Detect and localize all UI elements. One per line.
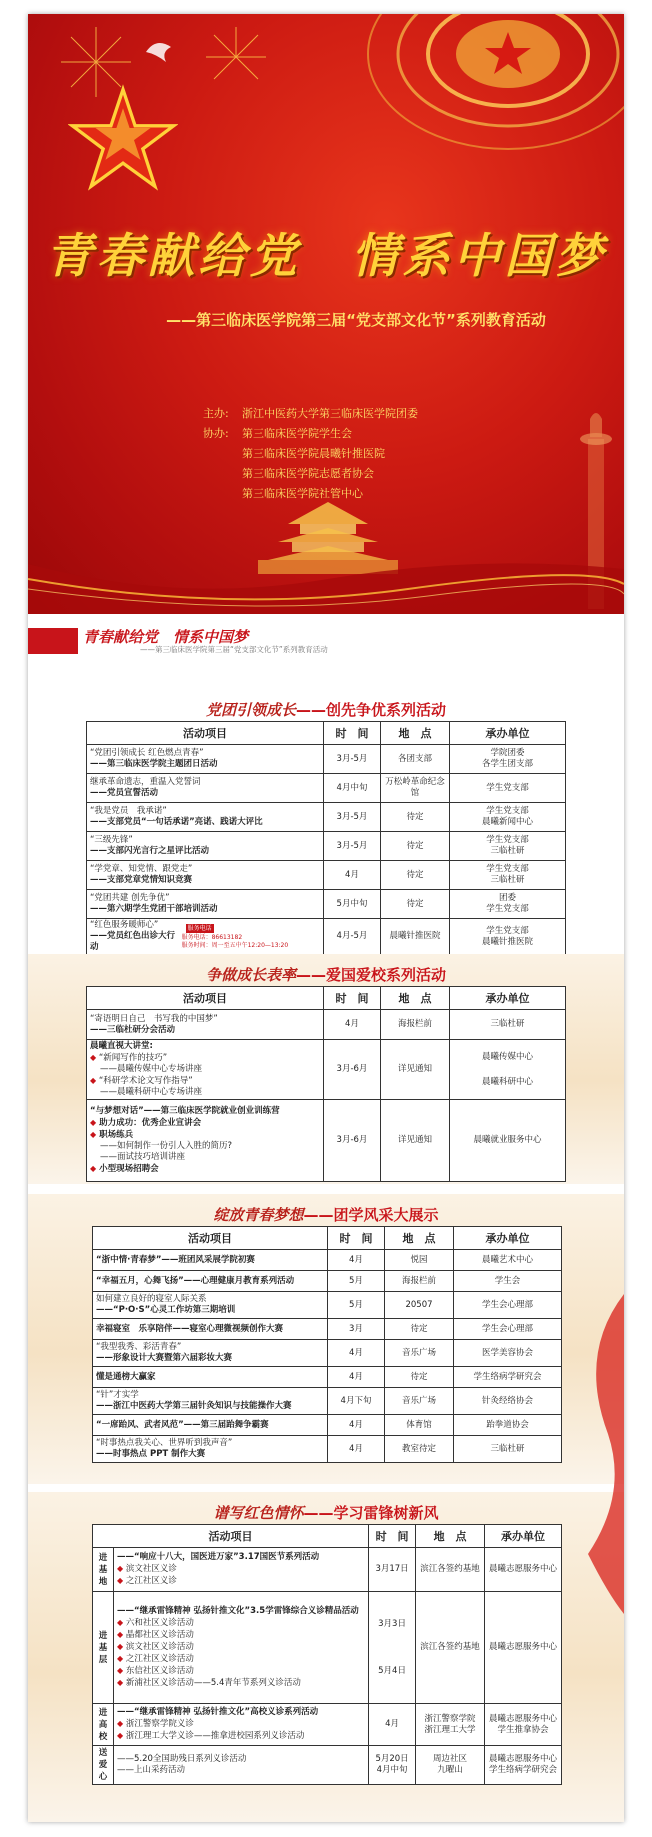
place-cell: 滨江各签约基地	[416, 1548, 485, 1592]
place-cell: 教室待定	[385, 1436, 454, 1463]
bullet-item	[117, 1617, 365, 1629]
table-row	[87, 1010, 566, 1040]
unit-line: 三临杜研	[490, 875, 525, 885]
unit-line: 三临杜研	[490, 846, 525, 856]
bullet-text: “科研学术论文写作指导”	[98, 1076, 193, 1086]
diamond-bullet-icon: ◆	[90, 1076, 97, 1085]
table-row	[93, 1548, 562, 1592]
unit-line: 学生党支部	[486, 806, 529, 816]
unit-cell: 三临杜研	[454, 1436, 562, 1463]
table-header	[93, 1227, 562, 1250]
header-unit: 承办单位	[450, 987, 566, 1010]
diamond-bullet-icon: ◆	[117, 1731, 124, 1740]
bullet-item	[90, 1052, 320, 1064]
time-cell: 4月-5月	[324, 919, 381, 955]
place-cell: 悦园	[385, 1250, 454, 1271]
bullet-item	[117, 1653, 365, 1665]
section2-table	[86, 986, 566, 1182]
bullet-item	[117, 1641, 365, 1653]
bullet-item	[90, 1075, 320, 1087]
item-cell: “一席跆风、武者风范”——第三届跆舞争霸赛	[93, 1415, 328, 1436]
group-label: 进基地	[93, 1548, 114, 1592]
item-subline: ——三临杜研分会活动	[90, 1024, 176, 1035]
unit-line: 晨曦志愿服务中心	[489, 1713, 558, 1724]
time-cell: 4月下旬	[328, 1388, 385, 1415]
item-cell: 懂是通榜大赢家	[93, 1367, 328, 1388]
time-cell: 4月	[324, 1010, 381, 1040]
item-cell	[87, 919, 324, 955]
item-subline: ——支部党员“一句话承诺”亮诺、践诺大评比	[90, 817, 263, 827]
unit-cell	[450, 861, 566, 890]
bullet-subtext: ——晨曦科研中心专场讲座	[100, 1087, 203, 1097]
header-place: 地 点	[416, 1525, 485, 1548]
item-head: ——“继承雷锋精神 弘扬针推文化”3.5学雷锋综合义诊精品活动	[117, 1606, 359, 1616]
bullet-item	[117, 1575, 365, 1587]
table-row	[87, 803, 566, 832]
table-row	[93, 1367, 562, 1388]
unit-line: 学生党支部	[486, 904, 529, 914]
table-row	[93, 1271, 562, 1292]
section1-title-script: 党团引领成长	[205, 701, 296, 719]
unit-cell: 学生会心理部	[454, 1292, 562, 1319]
header-unit: 承办单位	[450, 722, 566, 745]
place-cell: 音乐广场	[385, 1388, 454, 1415]
place-cell: 各团支部	[381, 745, 450, 774]
table-header	[93, 1525, 562, 1548]
unit-cell: 针灸经络协会	[454, 1388, 562, 1415]
unit-cell	[485, 1704, 562, 1746]
bullet-item	[90, 1163, 320, 1175]
item-subline: ——党员红色出诊大行动	[90, 931, 176, 952]
place-cell: 晨曦针推医院	[381, 919, 450, 955]
unit-line: 晨曦科研中心	[481, 1076, 533, 1087]
header-item: 活动项目	[87, 987, 324, 1010]
item-cell	[87, 832, 324, 861]
bullet-item	[117, 1563, 365, 1575]
item-subline: ——党员宣誓活动	[90, 788, 159, 798]
bullet-text: 东信社区义诊活动	[125, 1666, 194, 1676]
item-line: ——上山采药活动	[117, 1765, 186, 1775]
place-cell: 详见通知	[381, 1100, 450, 1182]
hero-subtitle: ——第三临床医学院第三届“党支部文化节”系列教育活动	[166, 311, 546, 329]
table-row	[87, 832, 566, 861]
bullet-text: 助力成功：优秀企业宣讲会	[99, 1118, 202, 1128]
item-subline: ——支部党章党情知识竞赛	[90, 875, 193, 885]
unit-line: 学生络病学研究会	[489, 1765, 558, 1775]
time-cell: 4月	[328, 1415, 385, 1436]
poster	[28, 14, 624, 1822]
bullet-subtext: ——晨曦传媒中心专场讲座	[100, 1064, 203, 1074]
item-line: “党团引领成长 红色燃点青春”	[90, 748, 204, 758]
time-cell: 5月	[328, 1271, 385, 1292]
item-cell	[114, 1592, 369, 1704]
diamond-bullet-icon: ◆	[117, 1630, 124, 1639]
diamond-bullet-icon: ◆	[90, 1164, 97, 1173]
bullet-subtext: ——面试技巧培训讲座	[100, 1152, 186, 1162]
bullet-subtext: ——如何制作一份引人入胜的简历?	[100, 1141, 233, 1151]
item-cell	[87, 745, 324, 774]
place-cell: 详见通知	[381, 1040, 450, 1100]
diamond-bullet-icon: ◆	[90, 1053, 97, 1062]
diamond-bullet-icon: ◆	[90, 1118, 97, 1127]
header-item: 活动项目	[93, 1525, 369, 1548]
bullet-item	[117, 1629, 365, 1641]
diamond-bullet-icon: ◆	[117, 1654, 124, 1663]
unit-cell	[485, 1746, 562, 1785]
header-time: 时 间	[324, 722, 381, 745]
item-line: “我型我秀、彩活青春”	[96, 1342, 182, 1352]
sponsor-name: 第三临床医学院学生会	[242, 427, 352, 440]
group-label: 送爱心	[93, 1746, 114, 1785]
bullet-text: 之江社区义诊	[125, 1576, 177, 1586]
section4-title-rest: ——学习雷锋树新风	[303, 1504, 439, 1522]
time-cell	[369, 1592, 416, 1704]
table-row	[93, 1292, 562, 1319]
bullet-item	[117, 1665, 365, 1677]
bullet-text: 职场练兵	[99, 1130, 134, 1140]
time-cell: 4月	[328, 1436, 385, 1463]
section3-table	[92, 1226, 562, 1463]
item-line: “红色服务暖师心”	[90, 920, 159, 930]
item-line: 继承革命遗志，重温入党誓词	[90, 777, 201, 787]
header-unit: 承办单位	[454, 1227, 562, 1250]
unit-cell: 学生会	[454, 1271, 562, 1292]
place-cell: 待定	[381, 803, 450, 832]
unit-line: 晨曦志愿服务中心	[489, 1754, 558, 1764]
hero-title: 青春献给党 情系中国梦	[45, 229, 607, 284]
place-line: 浙江警察学院	[424, 1713, 476, 1724]
hero-banner	[28, 14, 624, 614]
table-row	[87, 774, 566, 803]
item-cell	[93, 1292, 328, 1319]
header-time: 时 间	[369, 1525, 416, 1548]
item-text	[90, 920, 182, 953]
emblem-icon	[358, 14, 624, 164]
table-row	[93, 1592, 562, 1704]
header-item: 活动项目	[93, 1227, 328, 1250]
unit-line: 学生党支部	[486, 864, 529, 874]
item-cell	[114, 1746, 369, 1785]
mini-banner-bar	[28, 628, 78, 654]
mini-banner-subtitle: ——第三临床医学院第三届“党支部文化节”系列教育活动	[140, 645, 328, 654]
table-row	[87, 745, 566, 774]
sponsor-label: 协办:	[203, 427, 229, 440]
time-line: 5月20日	[375, 1754, 409, 1764]
place-line: 周边社区	[433, 1754, 468, 1764]
service-info	[182, 923, 320, 950]
time-cell: 3月-5月	[324, 745, 381, 774]
diamond-bullet-icon: ◆	[117, 1666, 124, 1675]
wave-decoration	[28, 534, 624, 614]
item-cell	[93, 1340, 328, 1367]
place-cell: 体育馆	[385, 1415, 454, 1436]
table-row	[93, 1340, 562, 1367]
unit-cell: 学生络病学研究会	[454, 1367, 562, 1388]
service-phone: 服务电话：86613182	[181, 934, 243, 941]
item-cell	[87, 774, 324, 803]
item-cell: “浙中情·青春梦”——班团风采展学院初赛	[93, 1250, 328, 1271]
bullet-text: “新闻写作的技巧”	[98, 1053, 168, 1063]
star-icon	[68, 84, 178, 194]
table-row	[93, 1704, 562, 1746]
time-cell: 4月	[328, 1340, 385, 1367]
time-line: 4月中旬	[376, 1765, 408, 1775]
time-cell: 3月-5月	[324, 832, 381, 861]
place-cell: 海报栏前	[381, 1010, 450, 1040]
section1-title-rest: ——创先争优系列活动	[296, 701, 447, 719]
item-wrap	[90, 920, 320, 953]
item-subline: ——“P·O·S”心灵工作坊第三期培训	[96, 1305, 236, 1315]
place-cell: 待定	[385, 1319, 454, 1340]
unit-line: 晨曦传媒中心	[481, 1051, 533, 1062]
place-cell: 音乐广场	[385, 1340, 454, 1367]
item-line: 如何建立良好的寝室人际关系	[96, 1294, 207, 1304]
unit-line: 团委	[498, 893, 516, 903]
table-row	[93, 1436, 562, 1463]
item-cell	[93, 1436, 328, 1463]
item-cell	[87, 1100, 324, 1182]
section4-title	[28, 1502, 624, 1523]
place-line: 九曜山	[437, 1765, 463, 1775]
item-head: “与梦想对话”——第三临床医学院就业创业训练营	[90, 1106, 280, 1116]
table-row	[87, 1100, 566, 1182]
sponsor-name: 第三临床医学院志愿者协会	[242, 467, 374, 480]
table-header	[87, 722, 566, 745]
table-row	[93, 1319, 562, 1340]
item-cell	[87, 861, 324, 890]
sponsor-row	[203, 404, 418, 424]
service-stamp: 服务电话	[187, 925, 212, 932]
ribbon-decoration	[568, 1294, 624, 1614]
section1-table	[86, 721, 566, 955]
item-subline: ——浙江中医药大学第三届针灸知识与技能操作大赛	[96, 1401, 292, 1411]
section4-table	[92, 1524, 562, 1785]
unit-cell	[450, 774, 566, 803]
unit-cell	[450, 803, 566, 832]
unit-cell: 学生会心理部	[454, 1319, 562, 1340]
place-cell: 20507	[385, 1292, 454, 1319]
time-cell: 4月	[328, 1367, 385, 1388]
place-cell: 海报栏前	[385, 1271, 454, 1292]
mini-banner	[28, 626, 624, 656]
unit-line: 学生党支部	[486, 925, 529, 936]
item-cell	[87, 1010, 324, 1040]
table-row	[87, 1040, 566, 1100]
item-subline: ——支部闪光言行之星评比活动	[90, 846, 210, 856]
header-place: 地 点	[381, 722, 450, 745]
time-cell: 4月中旬	[324, 774, 381, 803]
unit-line: 学院团委	[490, 748, 525, 758]
sponsor-name: 第三临床医学院晨曦针推医院	[242, 447, 385, 460]
section1-title	[28, 699, 624, 720]
item-subline: ——时事热点 PPT 制作大赛	[96, 1449, 206, 1459]
sponsor-row	[203, 444, 418, 464]
item-line: “针”才实学	[96, 1390, 139, 1400]
section3-title-script: 绽放青春梦想	[213, 1206, 304, 1224]
sponsor-name: 第三临床医学院社管中心	[242, 487, 363, 500]
bullet-item	[117, 1730, 365, 1742]
section3-title	[28, 1204, 624, 1225]
diamond-bullet-icon: ◆	[117, 1642, 124, 1651]
unit-cell	[450, 919, 566, 955]
sponsor-row	[203, 464, 418, 484]
section4-title-script: 谱写红色情怀	[213, 1504, 304, 1522]
bullet-item	[117, 1718, 365, 1730]
place-cell: 万松岭革命纪念馆	[381, 774, 450, 803]
bullet-text: 新浦社区义诊活动——5.4青年节系列义诊活动	[125, 1678, 301, 1688]
bullet-text: 之江社区义诊活动	[125, 1654, 194, 1664]
bullet-text: 六和社区义诊活动	[125, 1618, 194, 1628]
time-line: 3月3日	[378, 1618, 406, 1629]
section2-title-script: 争做成长表率	[205, 966, 296, 984]
item-subline: ——形象设计大赛暨第六届彩妆大赛	[96, 1353, 233, 1363]
group-label: 进基层	[93, 1592, 114, 1704]
unit-cell	[450, 1040, 566, 1100]
table-row	[93, 1388, 562, 1415]
section3-title-rest: ——团学风采大展示	[303, 1206, 439, 1224]
service-note	[182, 934, 289, 950]
time-cell: 5月	[328, 1292, 385, 1319]
unit-cell	[450, 832, 566, 861]
unit-cell: 跆拳道协会	[454, 1415, 562, 1436]
time-cell: 4月	[328, 1250, 385, 1271]
header-place: 地 点	[381, 987, 450, 1010]
item-line: “学党章、知党情、跟党走”	[90, 864, 193, 874]
item-subline: ——第六期学生党团干部培训活动	[90, 904, 218, 914]
time-cell: 4月	[369, 1704, 416, 1746]
place-cell: 待定	[381, 832, 450, 861]
unit-line: 学生推拿协会	[497, 1724, 549, 1735]
time-cell: 3月	[328, 1319, 385, 1340]
time-cell: 4月	[324, 861, 381, 890]
time-cell	[369, 1746, 416, 1785]
header-item: 活动项目	[87, 722, 324, 745]
item-line: “党团共建 创先争优”	[90, 893, 170, 903]
time-cell: 3月-6月	[324, 1040, 381, 1100]
diamond-bullet-icon: ◆	[117, 1678, 124, 1687]
item-cell	[87, 1040, 324, 1100]
item-cell: 幸福寝室 乐享陪伴——寝室心理微视频创作大赛	[93, 1319, 328, 1340]
header-time: 时 间	[328, 1227, 385, 1250]
service-hours: 服务时间：周一至五中午12:20—13:20	[181, 942, 289, 949]
unit-cell: 三临杜研	[450, 1010, 566, 1040]
unit-line: 各学生团支部	[481, 759, 533, 769]
sponsor-name: 浙江中医药大学第三临床医学院团委	[242, 407, 418, 420]
time-cell: 3月-6月	[324, 1100, 381, 1182]
item-head: ——“继承雷锋精神 弘扬针推文化”高校义诊系列活动	[117, 1707, 319, 1717]
unit-line: 晨曦新闻中心	[481, 817, 533, 827]
bullet-item	[90, 1129, 320, 1141]
item-line: “三级先锋”	[90, 835, 133, 845]
place-cell: 待定	[385, 1367, 454, 1388]
table-row	[87, 890, 566, 919]
unit-cell: 晨曦艺术中心	[454, 1250, 562, 1271]
unit-cell: 医学美容协会	[454, 1340, 562, 1367]
bullet-item	[90, 1117, 320, 1129]
bullet-item	[117, 1677, 365, 1689]
table-row	[87, 861, 566, 890]
time-line: 5月4日	[378, 1665, 406, 1676]
bullet-text: 浙江理工大学义诊——推拿进校园系列义诊活动	[125, 1731, 305, 1741]
place-cell: 滨江各签约基地	[416, 1592, 485, 1704]
diamond-bullet-icon: ◆	[117, 1576, 124, 1585]
sponsor-label: 主办:	[203, 407, 229, 420]
bullet-text: 浙江警察学院义诊	[125, 1719, 194, 1729]
section2-title	[28, 964, 624, 985]
item-line: “寄语明日自己 书写我的中国梦”	[90, 1013, 218, 1024]
unit-line: 学生党支部	[486, 835, 529, 845]
header-place: 地 点	[385, 1227, 454, 1250]
table-row	[93, 1250, 562, 1271]
unit-cell: 晨曦志愿服务中心	[485, 1548, 562, 1592]
bullet-text: 滨文社区义诊	[125, 1564, 177, 1574]
header-unit: 承办单位	[485, 1525, 562, 1548]
sponsor-row	[203, 424, 418, 444]
sponsor-label	[203, 464, 242, 484]
unit-cell	[450, 745, 566, 774]
unit-line: 晨曦针推医院	[481, 936, 533, 947]
place-line: 浙江理工大学	[424, 1724, 476, 1735]
unit-line: 学生党支部	[486, 782, 529, 793]
item-subline: ——第三临床医学院主题团日活动	[90, 759, 218, 769]
diamond-bullet-icon: ◆	[117, 1618, 124, 1627]
item-cell: “幸福五月，心舞飞扬”——心理健康月教育系列活动	[93, 1271, 328, 1292]
item-head: ——“响应十八大，国医进万家”3.17国医节系列活动	[117, 1552, 320, 1562]
item-head: 晨曦直视大讲堂:	[90, 1041, 153, 1051]
unit-cell	[450, 890, 566, 919]
item-line: “我是党员 我承诺”	[90, 806, 167, 816]
unit-cell: 晨曦志愿服务中心	[485, 1592, 562, 1704]
table-header	[87, 987, 566, 1010]
item-line: “时事热点我关心、世界听到我声音”	[96, 1438, 233, 1448]
bullet-text: 小型现场招聘会	[99, 1164, 159, 1174]
bullet-text: 滨文社区义诊活动	[125, 1642, 194, 1652]
item-cell	[93, 1388, 328, 1415]
table-row	[87, 919, 566, 955]
section2-title-rest: ——爱国爱校系列活动	[296, 966, 447, 984]
table-row	[93, 1415, 562, 1436]
sponsor-label	[203, 444, 242, 464]
item-line: ——5.20全国助残日系列义诊活动	[117, 1754, 247, 1764]
header-time: 时 间	[324, 987, 381, 1010]
item-cell	[114, 1704, 369, 1746]
diamond-bullet-icon: ◆	[90, 1130, 97, 1139]
item-cell	[114, 1548, 369, 1592]
unit-cell: 晨曦就业服务中心	[450, 1100, 566, 1182]
diamond-bullet-icon: ◆	[117, 1719, 124, 1728]
place-cell: 待定	[381, 861, 450, 890]
mini-banner-title: 青春献给党 情系中国梦	[83, 628, 249, 646]
group-label: 进高校	[93, 1704, 114, 1746]
place-cell	[416, 1704, 485, 1746]
time-cell: 3月17日	[369, 1548, 416, 1592]
bullet-text: 晶都社区义诊活动	[125, 1630, 194, 1640]
place-cell: 待定	[381, 890, 450, 919]
item-cell	[87, 803, 324, 832]
time-cell: 5月中旬	[324, 890, 381, 919]
place-cell	[416, 1746, 485, 1785]
time-cell: 3月-5月	[324, 803, 381, 832]
item-cell	[87, 890, 324, 919]
diamond-bullet-icon: ◆	[117, 1564, 124, 1573]
table-row	[93, 1746, 562, 1785]
